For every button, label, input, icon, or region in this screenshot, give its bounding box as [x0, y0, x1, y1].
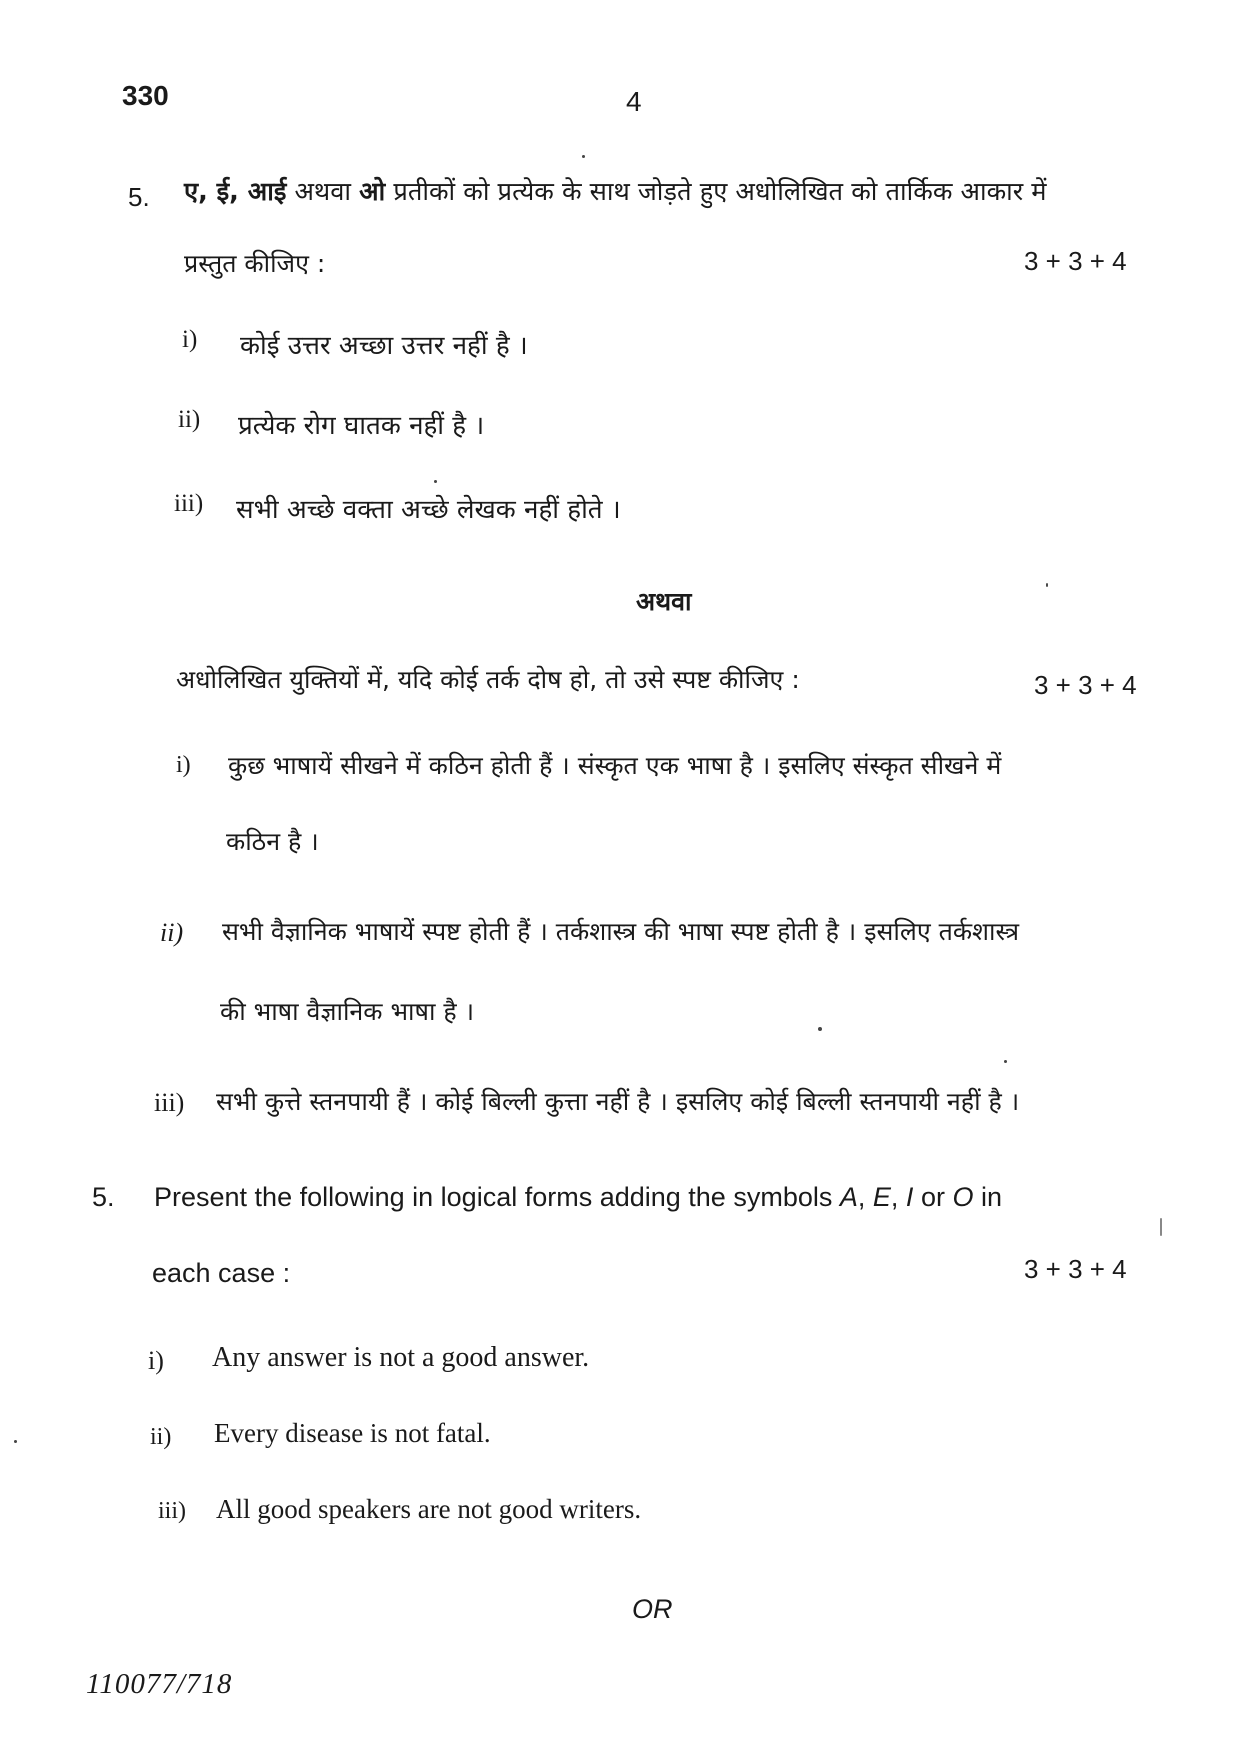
english-question-text: Present the following in logical forms adding the symbols	[154, 1182, 840, 1212]
hindi-question-line1-rest: प्रतीकों को प्रत्येक के साथ जोड़ते हुए अधोलिखित को तार्किक आकार में	[385, 177, 1047, 207]
hindi-alt-marks: 3 + 3 + 4	[1034, 670, 1137, 700]
english-item-text: Any answer is not a good answer.	[212, 1342, 590, 1373]
hindi-item-label: iii)	[174, 490, 204, 517]
hindi-alt-item-line1: कुछ भाषायें सीखने में कठिन होती हैं । संस्कृत एक भाषा है । इसलिए संस्कृत सीखने में	[228, 751, 1002, 780]
hindi-symbols-aei: ए, ई, आई	[184, 177, 287, 207]
hindi-question-number: 5.	[128, 182, 150, 212]
footer-code: 110077/718	[86, 1668, 233, 1700]
scan-speck	[818, 1027, 822, 1031]
english-question-number: 5.	[92, 1182, 115, 1212]
hindi-question-line2: प्रस्तुत कीजिए :	[184, 249, 326, 278]
hindi-alt-item-label: i)	[176, 752, 191, 778]
hindi-question-line1	[184, 174, 1047, 208]
hindi-alt-item-label: ii)	[160, 918, 184, 947]
english-or-heading: OR	[632, 1594, 673, 1624]
hindi-item-text: प्रत्येक रोग घातक नहीं है ।	[238, 411, 485, 441]
scan-speck	[1160, 1218, 1162, 1236]
hindi-alt-item-line1: सभी कुत्ते स्तनपायी हैं । कोई बिल्ली कुत्ता नहीं है । इसलिए कोई बिल्ली स्तनपायी नहीं है ।	[216, 1087, 1020, 1116]
hindi-alt-intro: अधोलिखित युक्तियों में, यदि कोई तर्क दोष हो, तो उसे स्पष्ट कीजिए :	[176, 665, 800, 694]
hindi-alt-item-label: iii)	[154, 1088, 185, 1117]
english-item-text: Every disease is not fatal.	[214, 1418, 491, 1448]
english-question-line2: each case :	[152, 1258, 291, 1288]
english-item-text: All good speakers are not good writers.	[216, 1494, 642, 1524]
separator: ,	[857, 1182, 873, 1212]
separator: or	[913, 1182, 953, 1212]
english-question-text-end: in	[973, 1182, 1002, 1212]
symbol-e: E	[872, 1182, 891, 1212]
hindi-item-text: कोई उत्तर अच्छा उत्तर नहीं है ।	[240, 331, 528, 361]
symbol-a: A	[839, 1182, 858, 1212]
hindi-item-label: i)	[182, 326, 198, 353]
english-item-label: i)	[148, 1346, 164, 1375]
paper-code: 330	[122, 80, 169, 111]
hindi-alt-item-line1: सभी वैज्ञानिक भाषायें स्पष्ट होती हैं । तर्कशास्त्र की भाषा स्पष्ट होती है । इसलिए तर्कशास्त्र	[222, 917, 1020, 946]
hindi-symbol-o: ओ	[359, 177, 386, 207]
scan-speck	[434, 480, 437, 483]
english-question-line1	[154, 1182, 1002, 1213]
separator: ,	[890, 1182, 906, 1212]
hindi-item-label: ii)	[178, 406, 201, 433]
scan-speck	[582, 155, 585, 158]
hindi-item-text: सभी अच्छे वक्ता अच्छे लेखक नहीं होते ।	[236, 495, 621, 525]
symbol-o: O	[952, 1182, 974, 1212]
hindi-alt-item-line2: कठिन है ।	[226, 827, 319, 856]
scan-speck	[1046, 583, 1048, 587]
hindi-question-marks: 3 + 3 + 4	[1024, 246, 1127, 276]
english-item-label: iii)	[158, 1498, 186, 1524]
english-item-label: ii)	[150, 1424, 172, 1450]
page-number: 4	[626, 86, 642, 117]
symbol-i: I	[905, 1182, 914, 1212]
scan-speck	[14, 1440, 17, 1443]
scan-speck	[1004, 1060, 1007, 1063]
english-question-marks: 3 + 3 + 4	[1024, 1254, 1127, 1284]
hindi-or-heading: अथवा	[636, 587, 692, 616]
hindi-alt-item-line2: की भाषा वैज्ञानिक भाषा है ।	[220, 997, 475, 1026]
hindi-or-word: अथवा	[286, 177, 360, 207]
